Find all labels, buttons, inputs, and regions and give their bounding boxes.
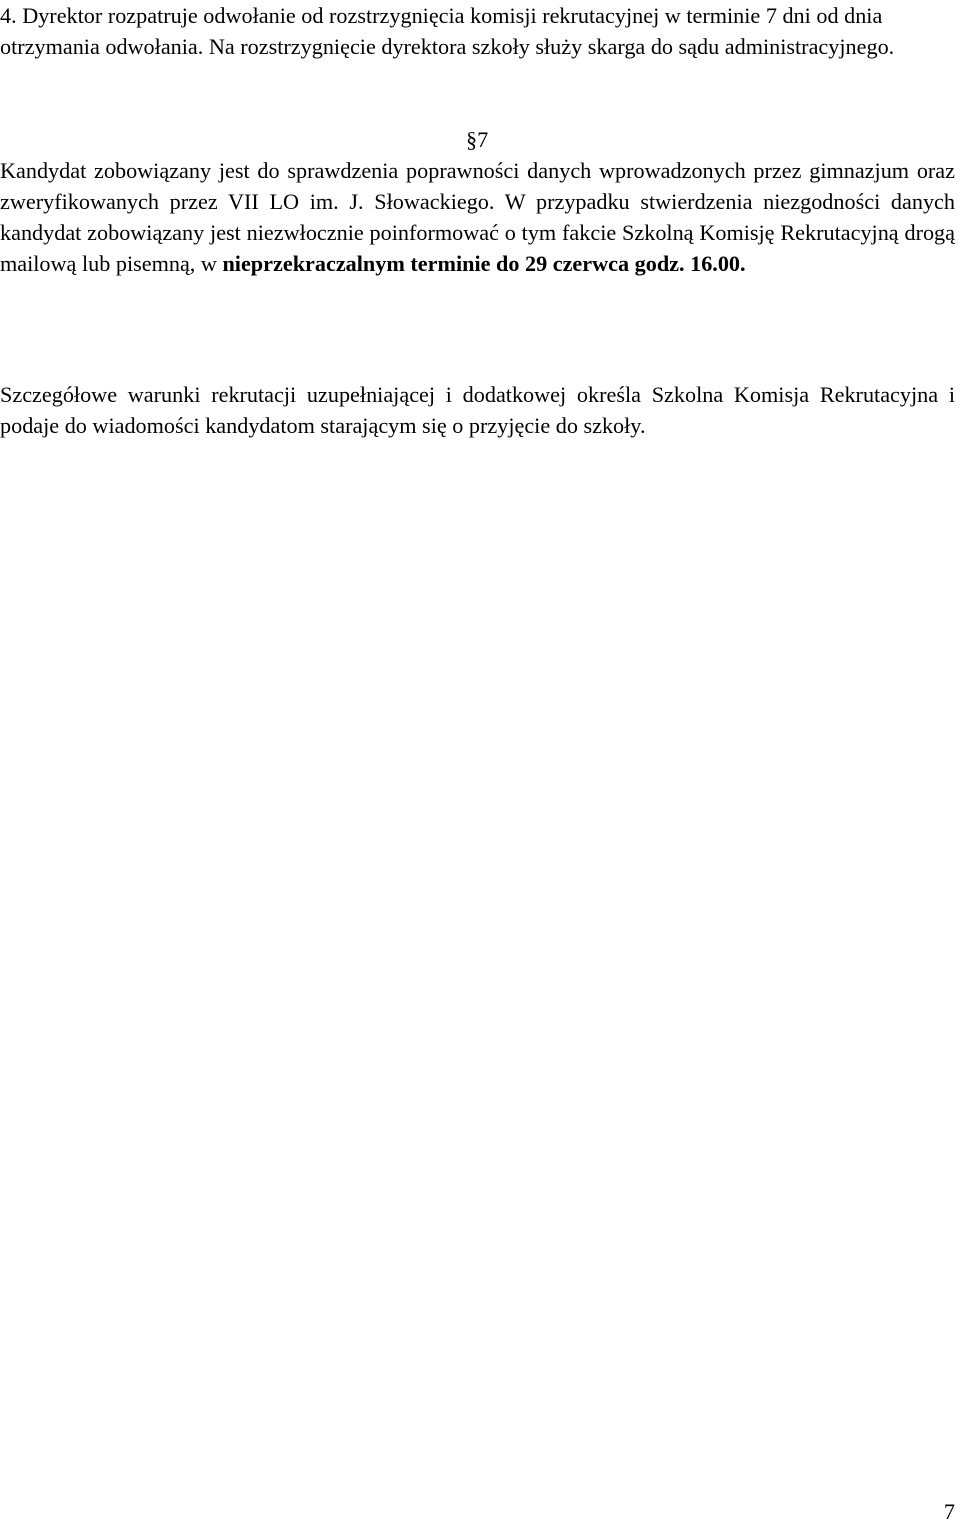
section-7-paragraph	[0, 155, 955, 279]
section-7-text: Kandydat zobowiązany jest do sprawdzenia poprawności danych wprowadzonych przez gimnazjum oraz zweryfikowanych przez VII LO im. J. Słowackiego. W przypadku stwierdzenia niezgodności danych kandydat zobowiązany jest niezwłocznie poinformować o tym fakcie Szkolną Komisję Rekrutacyjną drogą mailową lub pisemną, w	[0, 158, 955, 276]
section-number: 7	[477, 127, 489, 152]
closing-paragraph: Szczegółowe warunki rekrutacji uzupełniającej i dodatkowej określa Szkolna Komisja Rekrutacyjna i podaje do wiadomości kandydatom starającym się o przyjęcie do szkoły.	[0, 382, 955, 438]
page-number: 7	[943, 1499, 955, 1524]
section-mark: §	[466, 127, 478, 152]
section-7-deadline: nieprzekraczalnym terminie do 29 czerwca godz. 16.00.	[222, 251, 746, 276]
paragraph-4: 4. Dyrektor rozpatruje odwołanie od rozstrzygnięcia komisji rekrutacyjnej w terminie 7 dni od dnia otrzymania odwołania. Na rozstrzygnięcie dyrektora szkoły służy skarga do sądu administracyjnego.	[0, 3, 895, 59]
section-heading	[466, 124, 488, 155]
